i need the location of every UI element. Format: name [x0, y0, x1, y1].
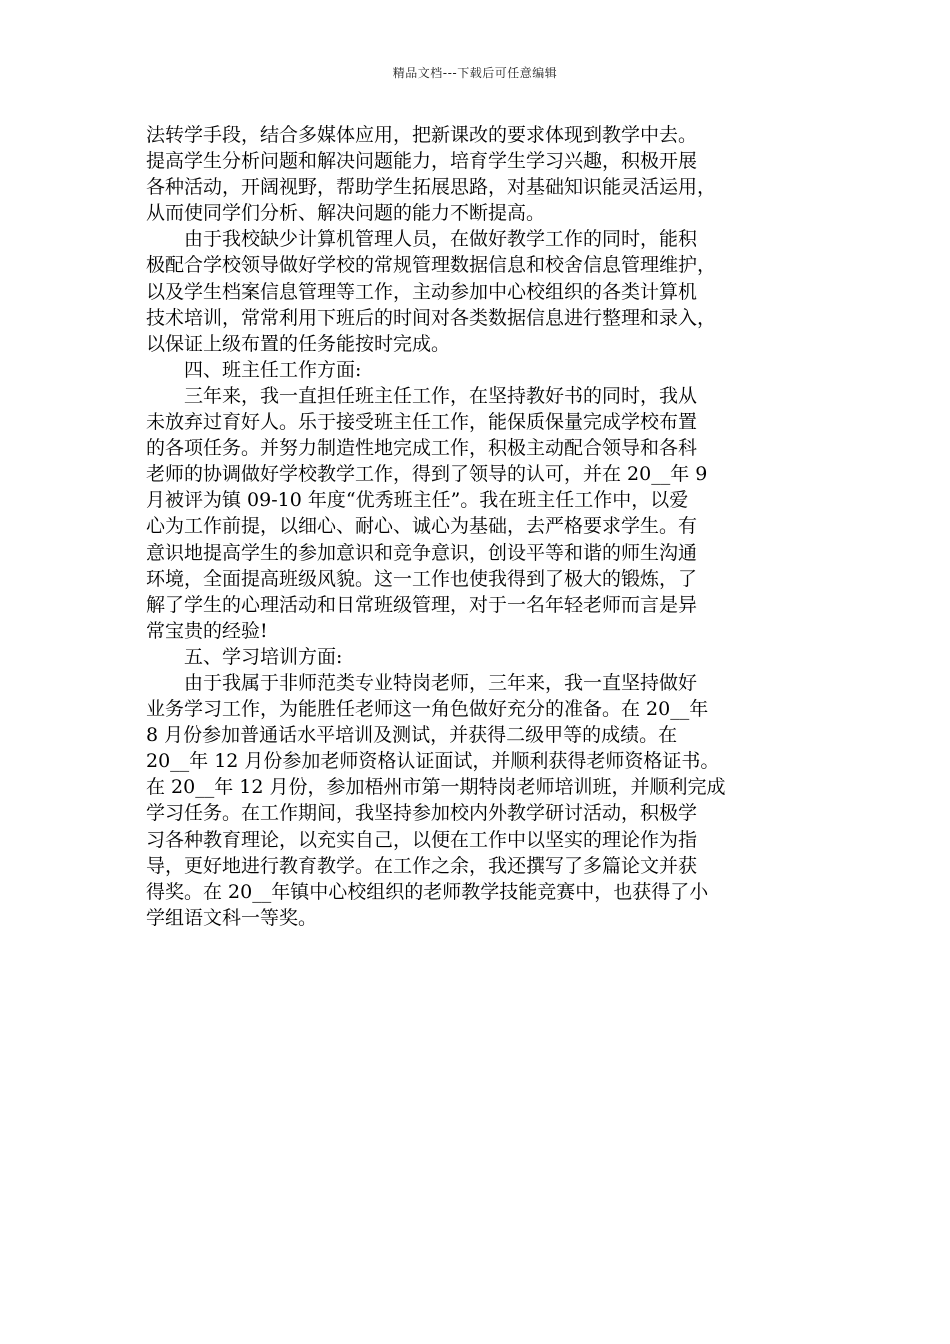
text-line: 20__年 12 月份参加老师资格认证面试，并顺利获得老师资格证书。 — [146, 750, 720, 773]
text-line: 以及学生档案信息管理等工作，主动参加中心校组织的各类计算机 — [146, 280, 698, 303]
text-line: 导，更好地进行教育教学。在工作之余，我还撰写了多篇论文并获 — [146, 854, 698, 877]
text-line: 业务学习工作，为能胜任老师这一角色做好充分的准备。在 20__年 — [146, 698, 709, 721]
text-line: 各种活动，开阔视野，帮助学生拓展思路，对基础知识能灵活运用， — [146, 176, 717, 199]
text-line: 老师的协调做好学校教学工作，得到了领导的认可，并在 20__年 9 — [146, 463, 708, 486]
text-line: 未放弃过育好人。乐于接受班主任工作，能保质保量完成学校布置 — [146, 411, 698, 434]
text-line: 意识地提高学生的参加意识和竞争意识，创设平等和谐的师生沟通 — [146, 541, 698, 564]
text-line: 法转学手段，结合多媒体应用，把新课改的要求体现到教学中去。 — [146, 124, 698, 146]
text-line: 月被评为镇 09-10 年度“优秀班主任”。我在班主任工作中，以爱 — [146, 489, 689, 512]
text-line: 学组语文科一等奖。 — [146, 906, 318, 929]
text-line: 三年来，我一直担任班主任工作，在坚持教好书的同时，我从 — [146, 384, 698, 407]
text-line: 的各项任务。并努力制造性地完成工作，积极主动配合领导和各科 — [146, 437, 698, 460]
text-line: 常宝贵的经验! — [146, 619, 268, 642]
text-line: 以保证上级布置的任务能按时完成。 — [146, 332, 451, 355]
text-line: 学习任务。在工作期间，我坚持参加校内外教学研讨活动，积极学 — [146, 802, 698, 825]
text-line: 8 月份参加普通话水平培训及测试，并获得二级甲等的成绩。在 — [146, 724, 678, 747]
text-line: 得奖。在 20__年镇中心校组织的老师教学技能竞赛中，也获得了小 — [146, 880, 709, 903]
text-line: 由于我校缺少计算机管理人员，在做好教学工作的同时，能积 — [146, 228, 698, 251]
section-heading: 五、学习培训方面: — [146, 645, 343, 668]
page-header: 精品文档---下载后可任意编辑 — [392, 66, 558, 80]
text-line: 习各种教育理论，以充实自己，以便在工作中以坚实的理论作为指 — [146, 828, 698, 851]
text-line: 心为工作前提，以细心、耐心、诚心为基础，去严格要求学生。有 — [146, 515, 698, 538]
text-line: 在 20__年 12 月份，参加梧州市第一期特岗老师培训班，并顺利完成 — [146, 776, 726, 799]
text-line: 由于我属于非师范类专业特岗老师，三年来，我一直坚持做好 — [146, 671, 698, 694]
text-line: 环境，全面提高班级风貌。这一工作也使我得到了极大的锻炼，了 — [146, 567, 698, 590]
text-line: 从而使同学们分析、解决问题的能力不断提高。 — [146, 202, 546, 225]
section-heading: 四、班主任工作方面: — [146, 358, 362, 381]
text-line: 极配合学校领导做好学校的常规管理数据信息和校舍信息管理维护， — [146, 254, 717, 277]
body-text — [146, 122, 816, 931]
text-line: 技术培训，常常利用下班后的时间对各类数据信息进行整理和录入， — [146, 306, 717, 329]
text-line: 解了学生的心理活动和日常班级管理，对于一名年轻老师而言是异 — [146, 593, 698, 616]
text-line: 提高学生分析问题和解决问题能力，培育学生学习兴趣，积极开展 — [146, 150, 698, 173]
